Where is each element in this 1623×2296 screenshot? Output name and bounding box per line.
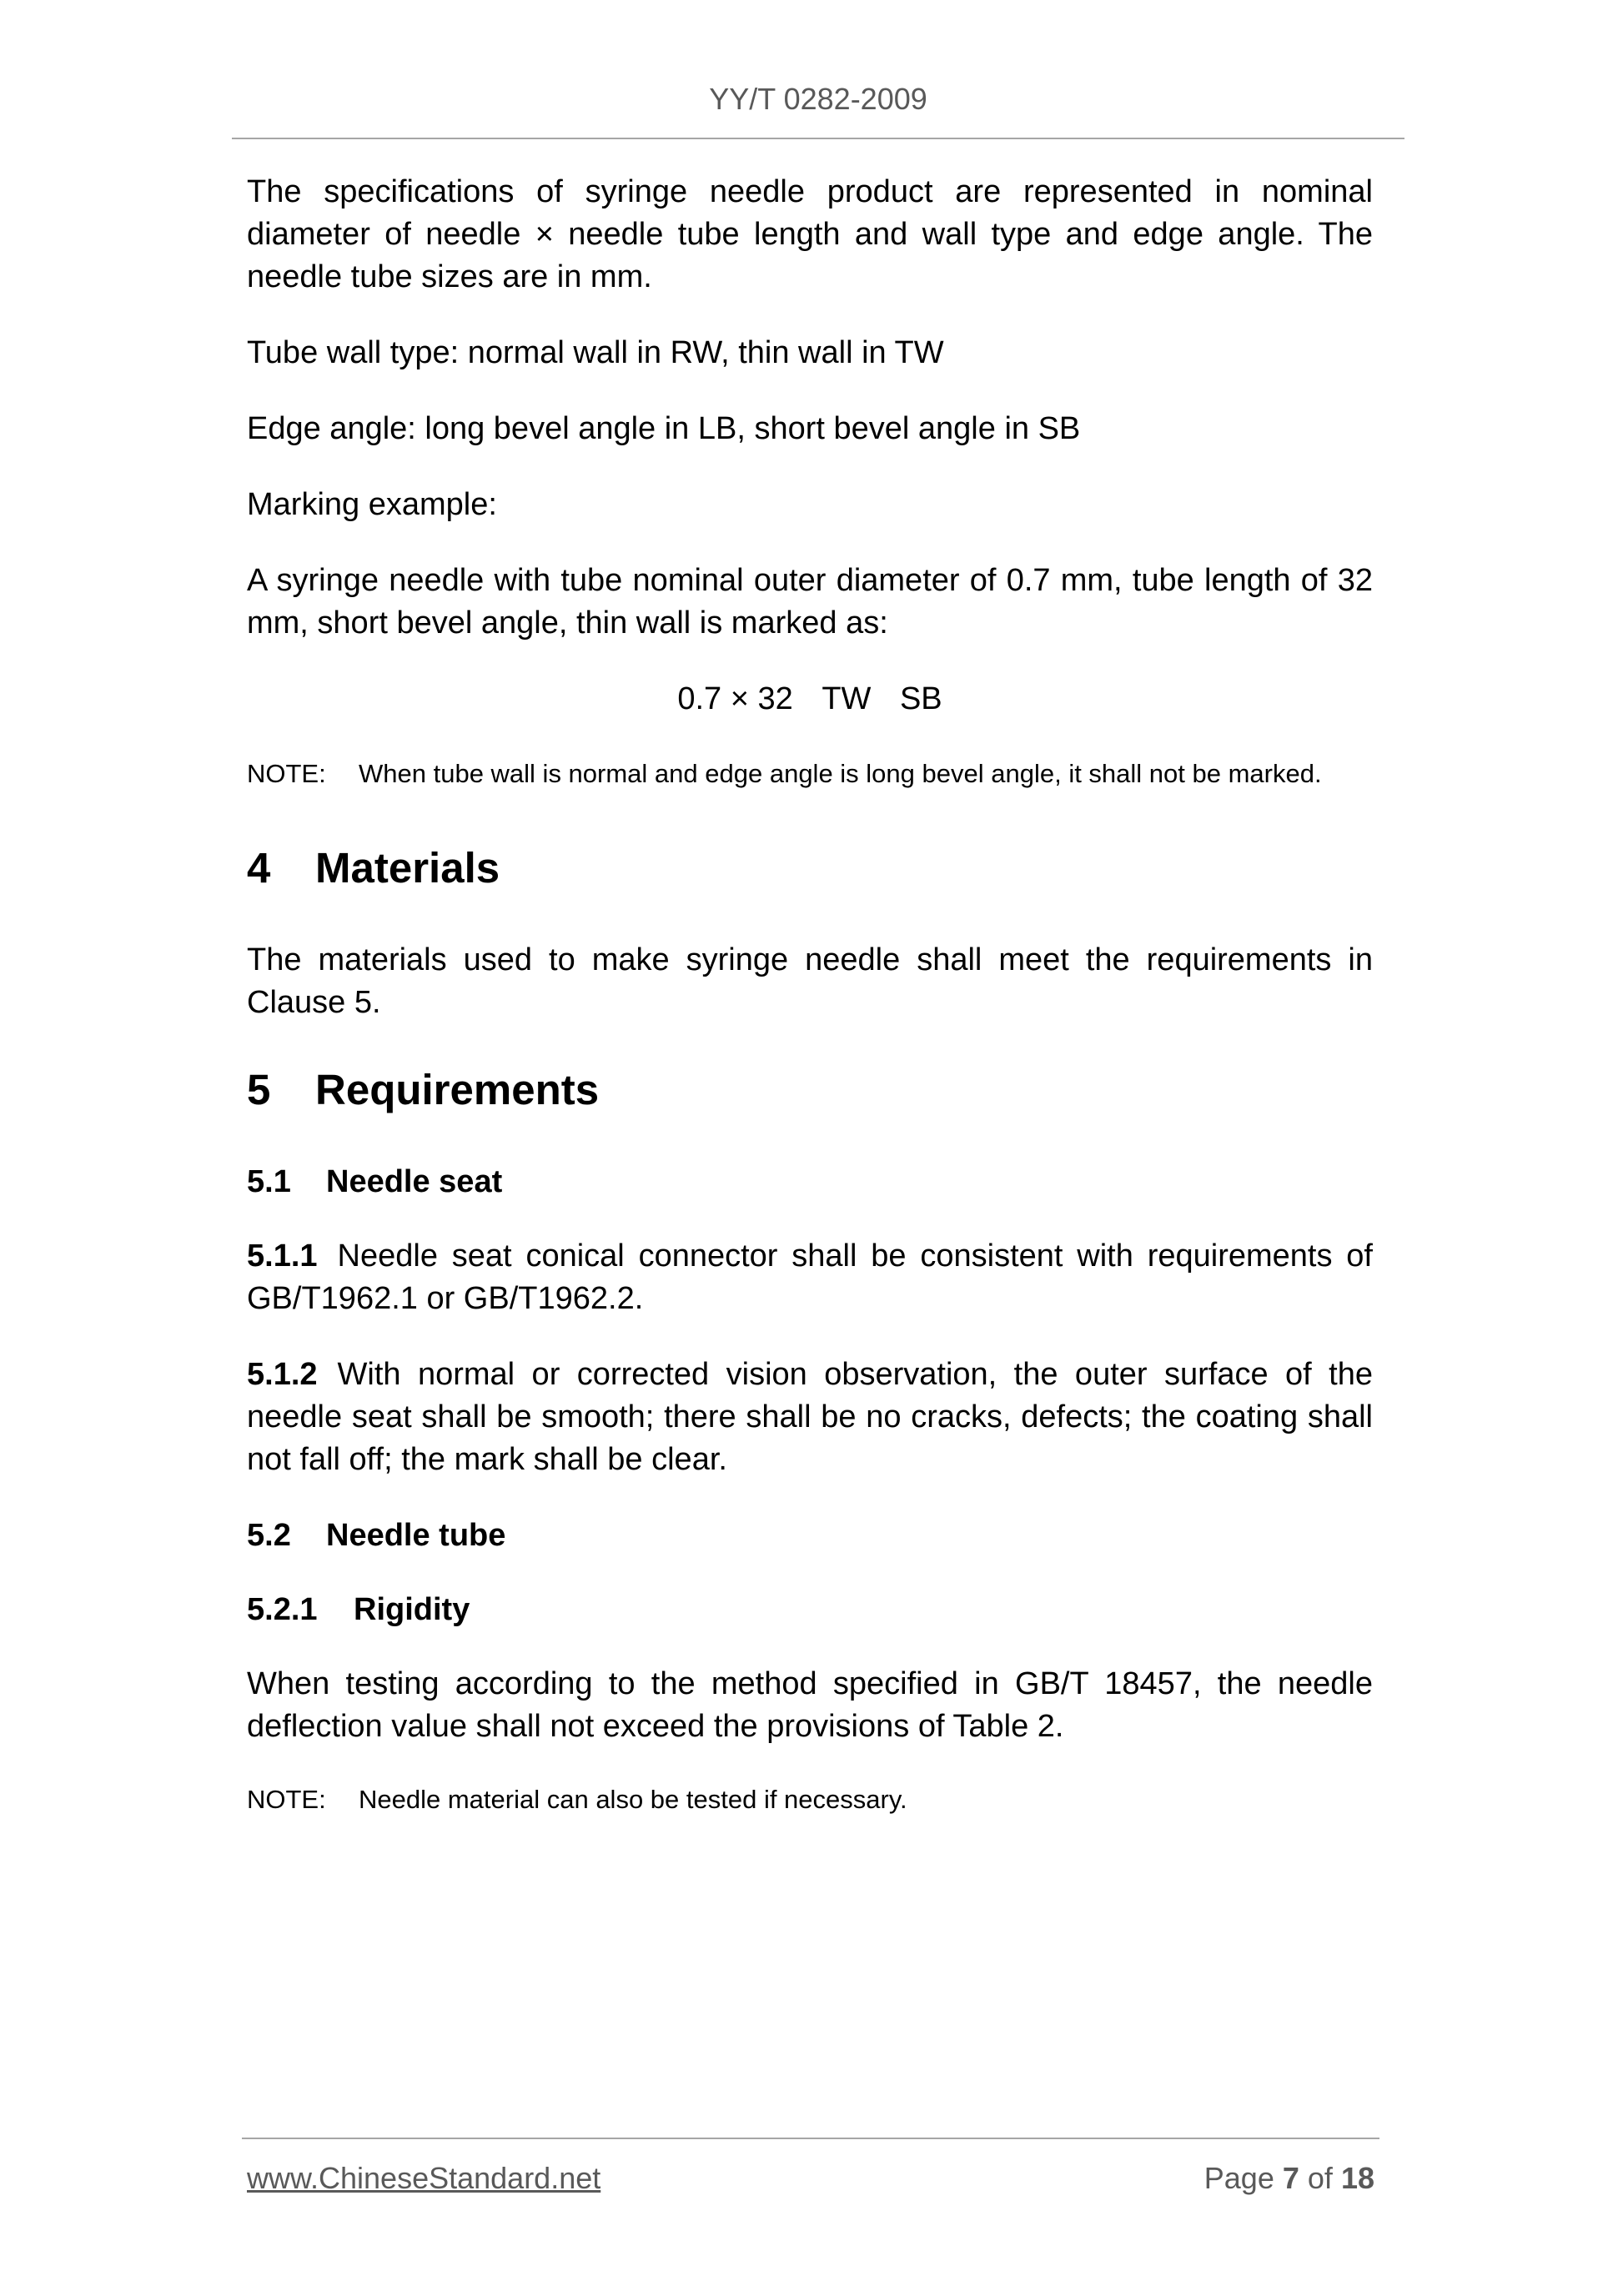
section-heading-materials bbox=[247, 841, 1373, 896]
footer-divider bbox=[242, 2138, 1379, 2139]
subsection-title: Needle seat bbox=[326, 1164, 503, 1199]
rigidity-paragraph: When testing according to the method specified in GB/T 18457, the needle deflection value shall not exceed the provisions of Table 2. bbox=[247, 1666, 1373, 1744]
page-current: 7 bbox=[1282, 2161, 1299, 2195]
page-prefix: Page bbox=[1203, 2161, 1274, 2195]
marking-bevel: SB bbox=[899, 681, 942, 716]
marking-example-paragraph: A syringe needle with tube nominal outer diameter of 0.7 mm, tube length of 32 mm, short bevel angle, thin wall is marked as: bbox=[247, 563, 1373, 641]
clause-text: With normal or corrected vision observation, the outer surface of the needle seat shall be smooth; there shall be no cracks, defects; the coating shall not fall off; the mark shall be clear. bbox=[247, 1357, 1373, 1477]
section-number: 4 bbox=[247, 844, 271, 892]
page-total: 18 bbox=[1340, 2161, 1374, 2195]
subsection-number: 5.2 bbox=[247, 1518, 291, 1553]
page-number bbox=[1204, 2158, 1374, 2198]
section-heading-requirements bbox=[247, 1063, 1373, 1118]
section-title: Materials bbox=[315, 844, 500, 892]
marking-size: 0.7 × 32 bbox=[677, 681, 793, 716]
subsection-heading-needle-seat bbox=[247, 1161, 1373, 1203]
page-of: of bbox=[1307, 2161, 1333, 2195]
note-marking bbox=[247, 756, 1373, 792]
subsection-heading-rigidity bbox=[247, 1589, 1373, 1631]
clause-5-1-1 bbox=[247, 1235, 1373, 1320]
page-content bbox=[247, 171, 1373, 1818]
note-text: Needle material can also be tested if necessary. bbox=[359, 1785, 907, 1814]
subsection-heading-needle-tube bbox=[247, 1515, 1373, 1557]
clause-number: 5.1.2 bbox=[247, 1357, 318, 1392]
note-label: NOTE: bbox=[247, 1785, 326, 1814]
marking-wall: TW bbox=[822, 681, 872, 716]
intro-paragraph: The specifications of syringe needle product are represented in nominal diameter of needle × needle tube length and wall type and edge angle. The needle tube sizes are in mm. bbox=[247, 174, 1373, 294]
subsection-title: Needle tube bbox=[326, 1518, 506, 1553]
website-link[interactable]: www.ChineseStandard.net bbox=[247, 2161, 601, 2195]
header-divider bbox=[232, 138, 1404, 139]
tube-wall-type: Tube wall type: normal wall in RW, thin wall in TW bbox=[247, 335, 944, 370]
clause-text: Needle seat conical connector shall be consistent with requirements of GB/T1962.1 or GB/T1962.2. bbox=[247, 1238, 1373, 1316]
edge-angle-type: Edge angle: long bevel angle in LB, short bevel angle in SB bbox=[247, 411, 1081, 446]
marking-code bbox=[247, 678, 1373, 721]
clause-5-1-2 bbox=[247, 1354, 1373, 1481]
subsection-number: 5.1 bbox=[247, 1164, 291, 1199]
marking-example-label: Marking example: bbox=[247, 487, 497, 522]
clause-number: 5.1.1 bbox=[247, 1238, 318, 1274]
document-id-header: YY/T 0282-2009 bbox=[709, 82, 927, 116]
subsection-number: 5.2.1 bbox=[247, 1592, 318, 1627]
section-title: Requirements bbox=[315, 1066, 600, 1113]
section-number: 5 bbox=[247, 1066, 271, 1113]
note-needle-material bbox=[247, 1781, 1373, 1818]
subsection-title: Rigidity bbox=[354, 1592, 470, 1627]
note-label: NOTE: bbox=[247, 759, 326, 788]
note-text: When tube wall is normal and edge angle is long bevel angle, it shall not be marked. bbox=[359, 759, 1322, 788]
materials-paragraph: The materials used to make syringe needle shall meet the requirements in Clause 5. bbox=[247, 942, 1373, 1020]
